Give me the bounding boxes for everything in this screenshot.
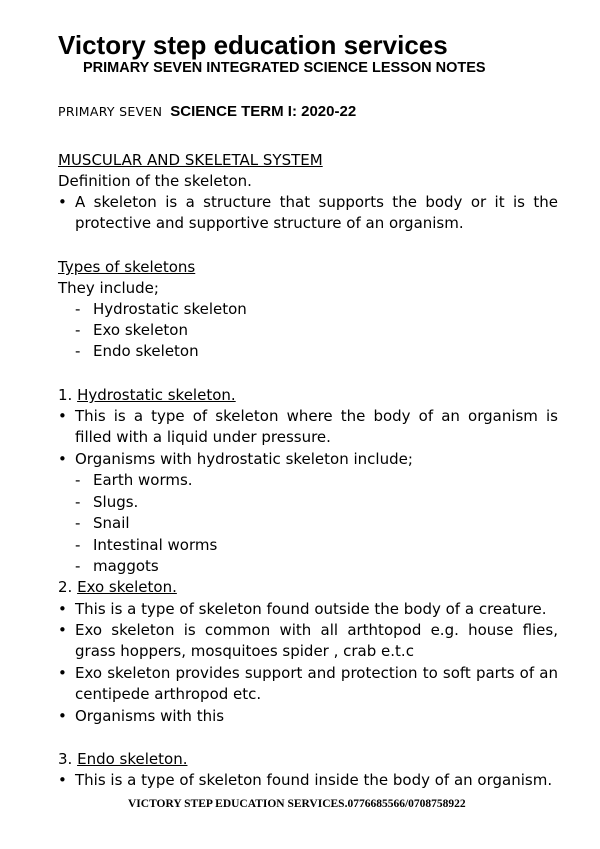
bullet-text: Organisms with hydrostatic skeleton include; xyxy=(75,450,413,468)
dash-icon: - xyxy=(75,514,81,532)
section-heading-exo: 2. Exo skeleton. xyxy=(58,578,177,596)
document-title: Victory step education services xyxy=(58,30,448,60)
bullet-text: Organisms with this xyxy=(75,707,225,725)
bullet-item xyxy=(58,706,558,727)
section-heading-muscular-skeletal: MUSCULAR AND SKELETAL SYSTEM xyxy=(58,151,323,169)
bullet-text: A skeleton is a structure that supports the body or it is the protective and supportive structure of an organism. xyxy=(75,193,558,232)
bullet-item xyxy=(58,406,558,448)
bullet-icon: • xyxy=(58,664,67,682)
list-item: - Earth worms. xyxy=(75,471,193,489)
document-subtitle: PRIMARY SEVEN INTEGRATED SCIENCE LESSON NOTES xyxy=(83,60,486,76)
section-heading-hydrostatic: 1. Hydrostatic skeleton. xyxy=(58,386,236,404)
bullet-item xyxy=(58,599,558,620)
bullet-icon: • xyxy=(58,407,67,425)
list-item: - Intestinal worms xyxy=(75,536,218,554)
bullet-icon: • xyxy=(58,707,67,725)
list-item: - maggots xyxy=(75,557,159,575)
bullet-text: Exo skeleton provides support and protection to soft parts of an centipede arthropod etc. xyxy=(75,664,558,703)
list-item: - Endo skeleton xyxy=(75,342,199,360)
bullet-item xyxy=(58,449,558,470)
section-heading-endo: 3. Endo skeleton. xyxy=(58,750,188,768)
dash-icon: - xyxy=(75,321,81,339)
dash-icon: - xyxy=(75,342,81,360)
dash-icon: - xyxy=(75,557,81,575)
dash-icon: - xyxy=(75,493,81,511)
bullet-text: This is a type of skeleton found inside the body of an organism. xyxy=(75,771,553,789)
bullet-item xyxy=(58,192,558,234)
bullet-icon: • xyxy=(58,450,67,468)
bullet-text: Exo skeleton is common with all arthtopod e.g. house flies, grass hoppers, mosquitoes spider , crab e.t.c xyxy=(75,621,558,660)
bullet-icon: • xyxy=(58,621,67,639)
bullet-item xyxy=(58,620,558,662)
bullet-item xyxy=(58,770,558,791)
list-item: - Snail xyxy=(75,514,130,532)
bullet-text: This is a type of skeleton found outside the body of a creature. xyxy=(75,600,547,618)
section-heading-types: Types of skeletons xyxy=(58,258,196,276)
list-item: - Hydrostatic skeleton xyxy=(75,300,247,318)
bullet-icon: • xyxy=(58,193,67,211)
term-line xyxy=(58,103,356,121)
page-footer: VICTORY STEP EDUCATION SERVICES.0776685566/0708758922 xyxy=(128,798,466,810)
types-intro: They include; xyxy=(58,279,159,297)
bullet-item xyxy=(58,663,558,705)
list-item: - Exo skeleton xyxy=(75,321,188,339)
definition-label: Definition of the skeleton. xyxy=(58,172,252,190)
list-item: - Slugs. xyxy=(75,493,139,511)
dash-icon: - xyxy=(75,300,81,318)
term-label: SCIENCE TERM I: 2020-22 xyxy=(170,103,357,120)
bullet-text: This is a type of skeleton where the body of an organism is filled with a liquid under pressure. xyxy=(75,407,558,446)
dash-icon: - xyxy=(75,471,81,489)
bullet-icon: • xyxy=(58,771,67,789)
dash-icon: - xyxy=(75,536,81,554)
bullet-icon: • xyxy=(58,600,67,618)
class-label: PRIMARY SEVEN xyxy=(58,104,163,119)
